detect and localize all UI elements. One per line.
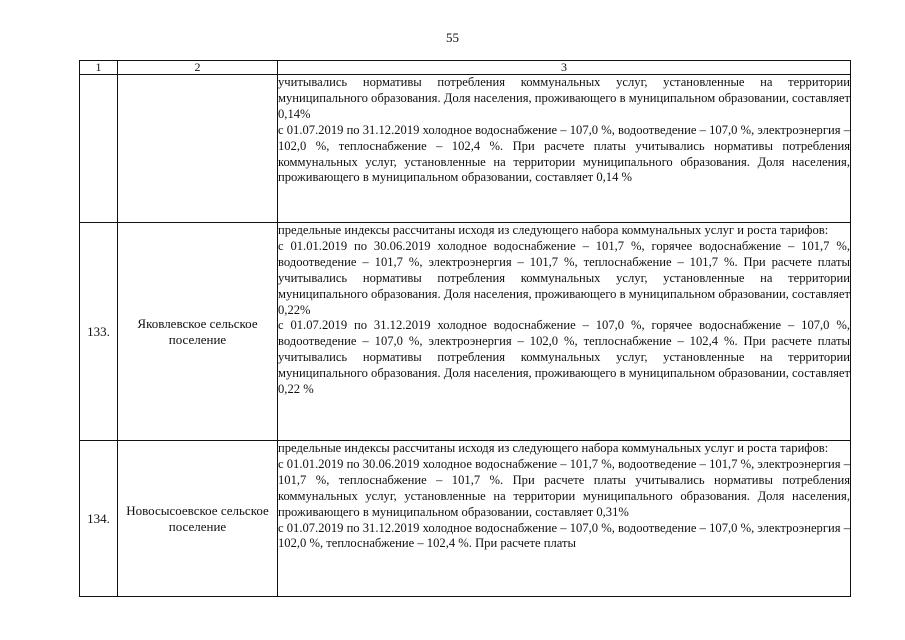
row-description: [278, 441, 851, 597]
row-number: 134.: [80, 441, 118, 597]
table-row: [80, 75, 851, 223]
header-col-2: 2: [118, 61, 278, 75]
settlement-name: Яковлевское сельское поселение: [118, 223, 278, 441]
description-paragraph: с 01.07.2019 по 31.12.2019 холодное водоснабжение – 107,0 %, горячее водоснабжение – 107,0 %, водоотведение – 107,0 %, электроэнергия – 102,0 %, теплоснабжение – 102,4 %. При расчете платы учитывались нормативы потребления коммунальных услуг, установленные на территории муниципального образования. Доля населения, проживающего в муниципальном образовании, составляет 0,22 %: [278, 318, 850, 397]
page-number: 55: [446, 30, 459, 45]
table-header-row: [80, 61, 851, 75]
row-description: [278, 75, 851, 223]
header-col-3: 3: [278, 61, 851, 75]
description-paragraph: с 01.07.2019 по 31.12.2019 холодное водоснабжение – 107,0 %, водоотведение – 107,0 %, электроэнергия – 102,0 %, теплоснабжение – 102,4 %. При расчете платы: [278, 520, 850, 551]
description-paragraph: учитывались нормативы потребления коммунальных услуг, установленные на территории муниципального образования. Доля населения, проживающего в муниципальном образовании, составляет 0,14%: [278, 75, 850, 121]
description-paragraph: с 01.01.2019 по 30.06.2019 холодное водоснабжение – 101,7 %, горячее водоснабжение – 101,7 %, водоотведение – 101,7 %, электроэнергия – 101,7 %, теплоснабжение – 101,7 %. При расчете платы учитывались нормативы потребления коммунальных услуг, установленные на территории муниципального образования. Доля населения, проживающего в муниципальном образовании, составляет 0,22%: [278, 238, 850, 317]
description-paragraph: с 01.01.2019 по 30.06.2019 холодное водоснабжение – 101,7 %, водоотведение – 101,7 %, электроэнергия – 101,7 %, теплоснабжение – 101,7 %. При расчете платы учитывались нормативы потребления коммунальных услуг, установленные на территории муниципального образования. Доля населения, проживающего в муниципальном образовании, составляет 0,31%: [278, 456, 850, 519]
header-col-1: 1: [80, 61, 118, 75]
table-row: [80, 223, 851, 441]
tariff-index-table: [79, 60, 851, 597]
row-description: [278, 223, 851, 441]
description-paragraph: предельные индексы рассчитаны исходя из следующего набора коммунальных услуг и роста тарифов:: [278, 441, 829, 455]
settlement-name: [118, 75, 278, 223]
description-paragraph: с 01.07.2019 по 31.12.2019 холодное водоснабжение – 107,0 %, водоотведение – 107,0 %, электроэнергия – 102,0 %, теплоснабжение – 102,4 %. При расчете платы учитывались нормативы потребления коммунальных услуг, установленные на территории муниципального образования. Доля населения, проживающего в муниципальном образовании, составляет 0,14 %: [278, 122, 850, 185]
table-row: [80, 441, 851, 597]
settlement-name: Новосысоевское сельское поселение: [118, 441, 278, 597]
description-paragraph: предельные индексы рассчитаны исходя из следующего набора коммунальных услуг и роста тарифов:: [278, 223, 829, 237]
row-number: [80, 75, 118, 223]
row-number: 133.: [80, 223, 118, 441]
